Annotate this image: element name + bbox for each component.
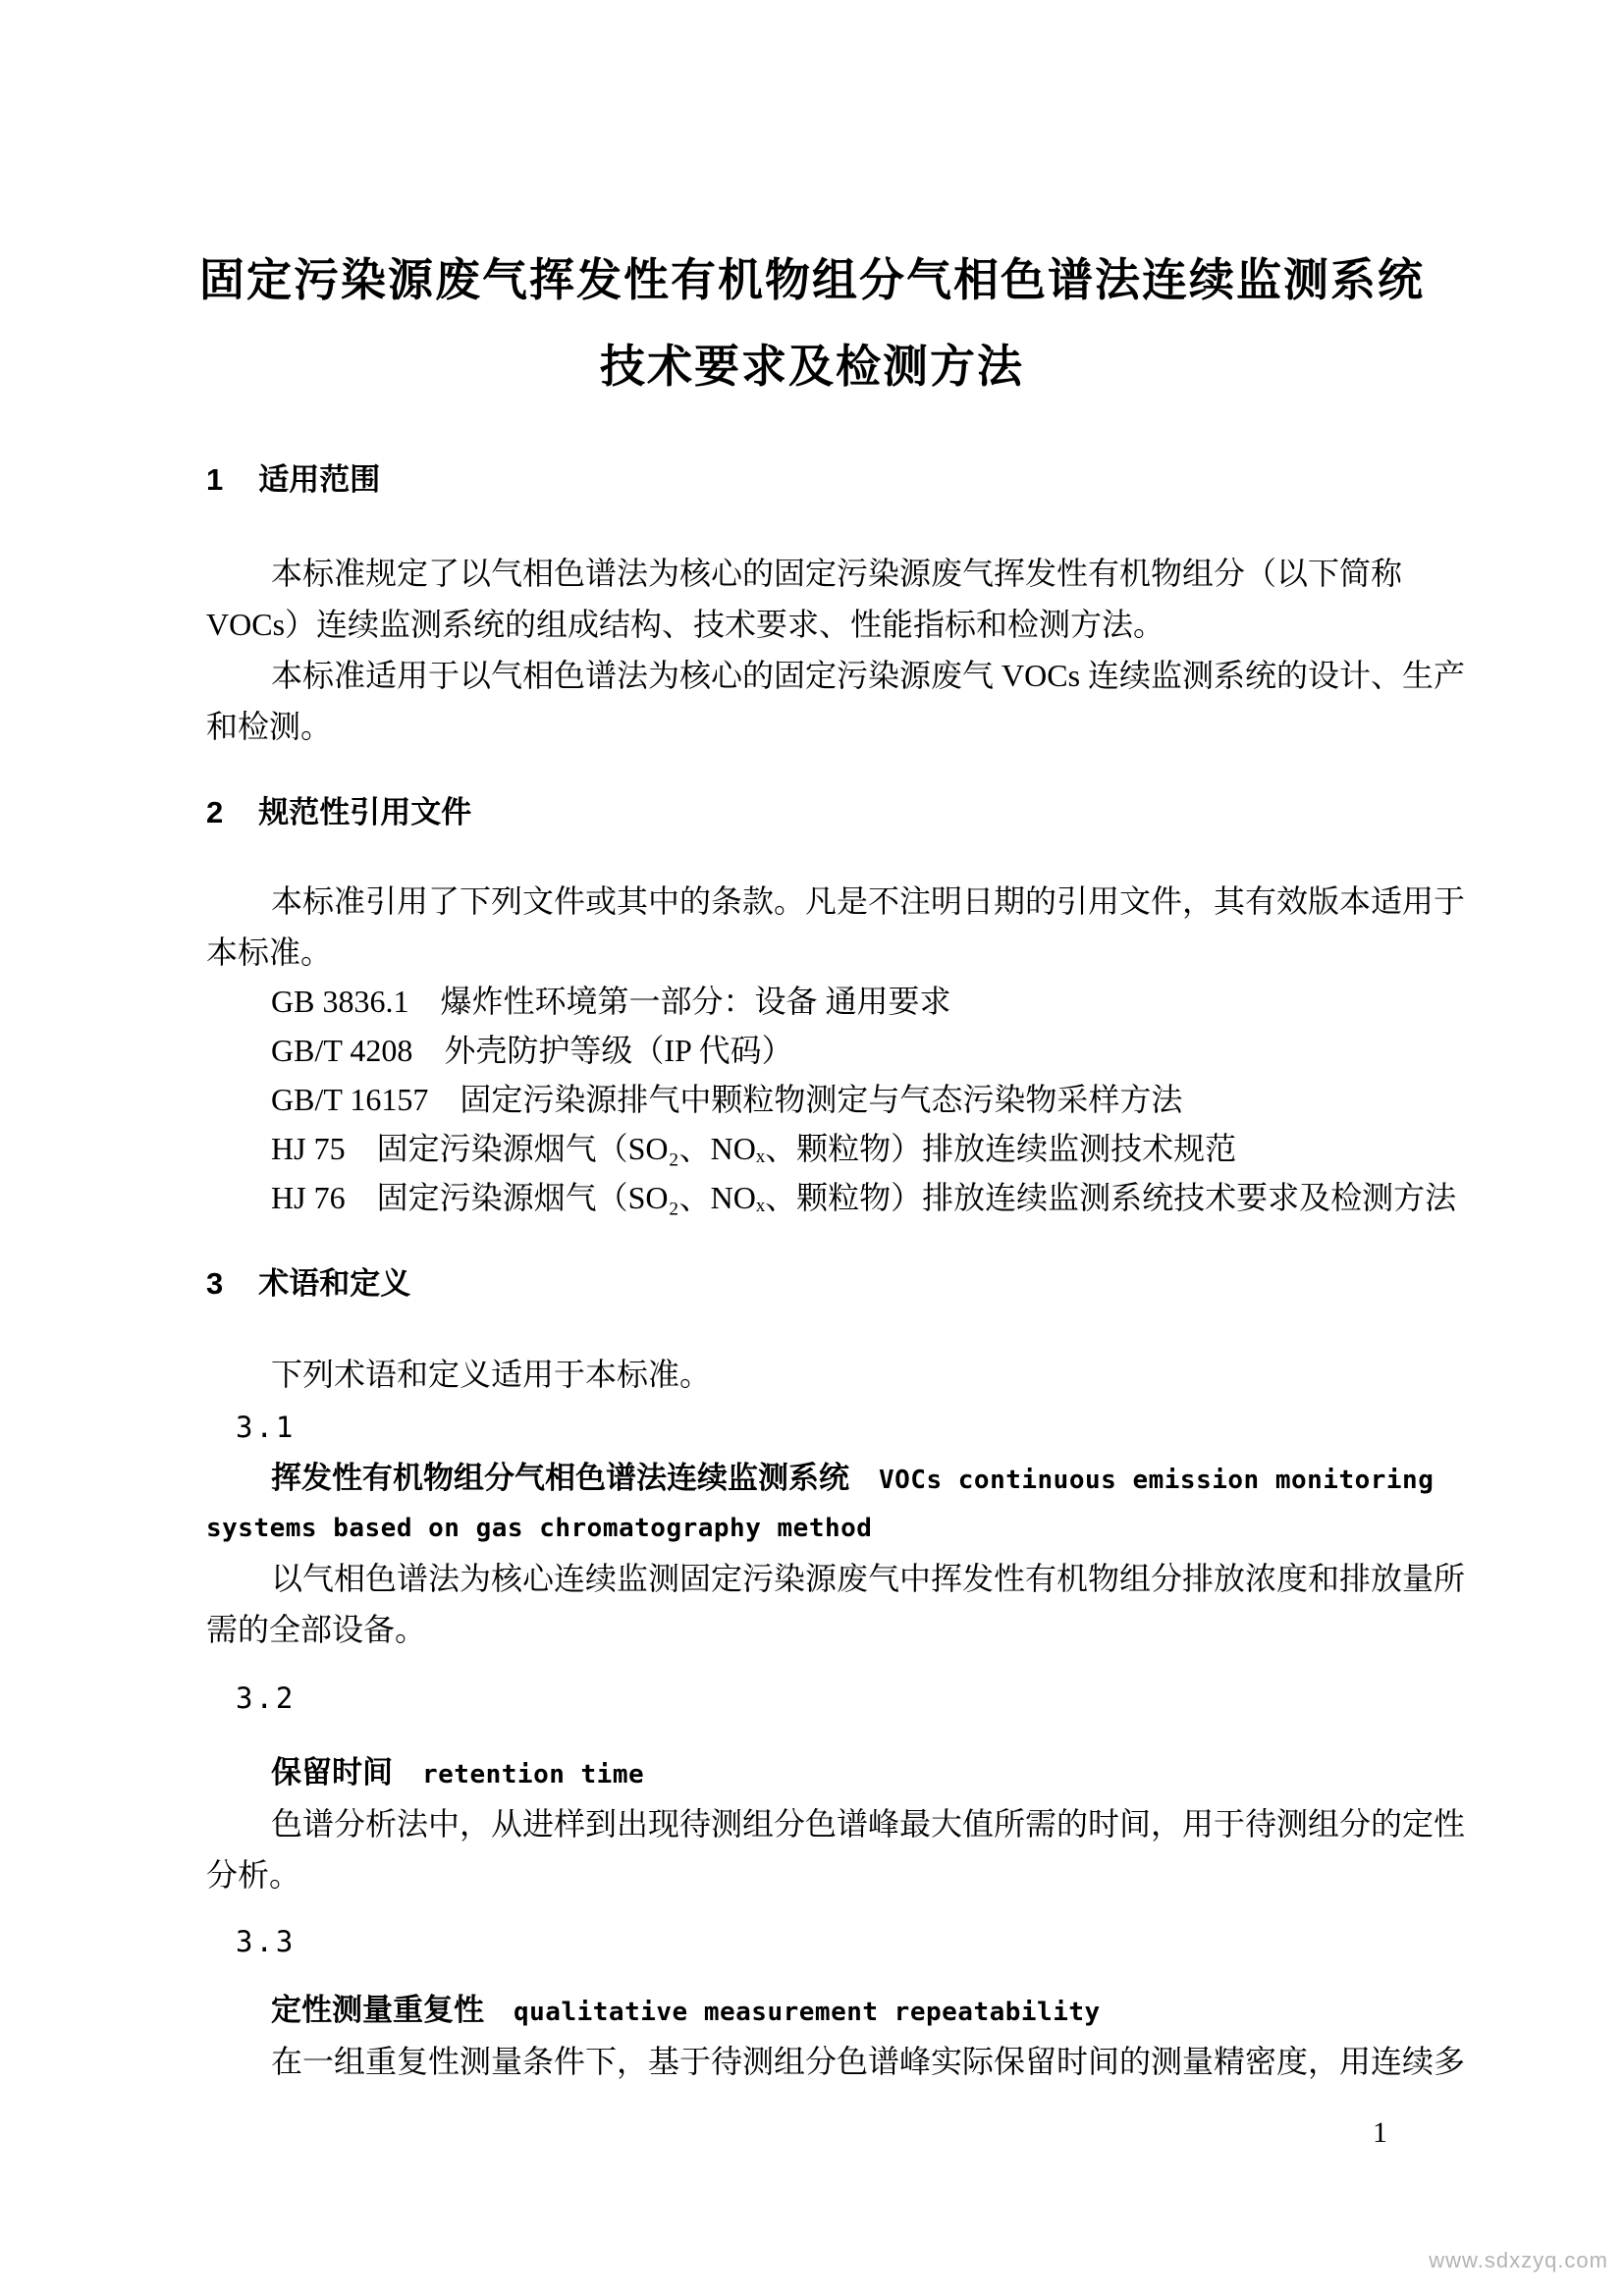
term-name-en: VOCs continuous emission monitoring [879, 1466, 1435, 1495]
document-title-line1: 固定污染源废气挥发性有机物组分气相色谱法连续监测系统 [199, 254, 1425, 305]
definition-line: 以气相色谱法为核心连续监测固定污染源废气中挥发性有机物组分排放浓度和排放量所 [271, 1561, 1466, 1596]
section2-heading [206, 797, 471, 828]
definition-line: 需的全部设备。 [206, 1612, 427, 1647]
section1-heading [206, 464, 380, 495]
term-name-zh: 保留时间 [271, 1755, 393, 1789]
paragraph-line: VOCs）连续监测系统的组成结构、技术要求、性能指标和检测方法。 [206, 607, 1165, 642]
definition-line: 分析。 [206, 1857, 301, 1893]
term-name [271, 1463, 1434, 1493]
reference-item: HJ 76 固定污染源烟气（SO₂、NOₓ、颗粒物）排放连续监测系统技术要求及检测方法 [271, 1180, 1457, 1215]
paragraph-line: 下列术语和定义适用于本标准。 [271, 1357, 712, 1392]
clause-number: 3.2 [236, 1682, 297, 1715]
page-number: 1 [1373, 2116, 1387, 2149]
section1-title: 适用范围 [258, 462, 381, 497]
paragraph-line: 本标准规定了以气相色谱法为核心的固定污染源废气挥发性有机物组分（以下简称 [271, 556, 1403, 591]
term-name-en: qualitative measurement repeatability [514, 1998, 1101, 2027]
definition-line: 在一组重复性测量条件下，基于待测组分色谱峰实际保留时间的测量精密度，用连续多 [271, 2044, 1466, 2079]
reference-item: GB/T 16157 固定污染源排气中颗粒物测定与气态污染物采样方法 [271, 1082, 1183, 1117]
section2-title: 规范性引用文件 [258, 795, 472, 829]
clause-number: 3.3 [236, 1925, 297, 1958]
section3-heading [206, 1268, 410, 1299]
term-name-en-continued: systems based on gas chromatography method [206, 1514, 873, 1543]
term-name [271, 1757, 644, 1788]
section2-number: 2 [206, 795, 224, 829]
paragraph-line: 本标准。 [206, 934, 333, 970]
watermark: www.sdxzyq.com [1429, 2248, 1608, 2272]
document-title-line2: 技术要求及检测方法 [600, 341, 1024, 392]
section3-number: 3 [206, 1266, 224, 1301]
section1-number: 1 [206, 462, 224, 497]
paragraph-line: 和检测。 [206, 709, 333, 744]
paragraph-line: 本标准引用了下列文件或其中的条款。凡是不注明日期的引用文件，其有效版本适用于 [271, 883, 1466, 919]
paragraph-line: 本标准适用于以气相色谱法为核心的固定污染源废气 VOCs 连续监测系统的设计、生产 [271, 658, 1466, 693]
term-name [271, 1995, 1101, 2025]
reference-item: GB/T 4208 外壳防护等级（IP 代码） [271, 1033, 793, 1068]
term-name-en: retention time [422, 1760, 645, 1789]
definition-line: 色谱分析法中，从进样到出现待测组分色谱峰最大值所需的时间，用于待测组分的定性 [271, 1806, 1466, 1842]
clause-number: 3.1 [236, 1411, 297, 1444]
term-name-zh: 定性测量重复性 [271, 1993, 484, 2027]
reference-item: HJ 75 固定污染源烟气（SO₂、NOₓ、颗粒物）排放连续监测技术规范 [271, 1131, 1237, 1166]
term-name-zh: 挥发性有机物组分气相色谱法连续监测系统 [271, 1461, 849, 1495]
reference-item: GB 3836.1 爆炸性环境第一部分：设备 通用要求 [271, 984, 951, 1019]
section3-title: 术语和定义 [258, 1266, 411, 1301]
